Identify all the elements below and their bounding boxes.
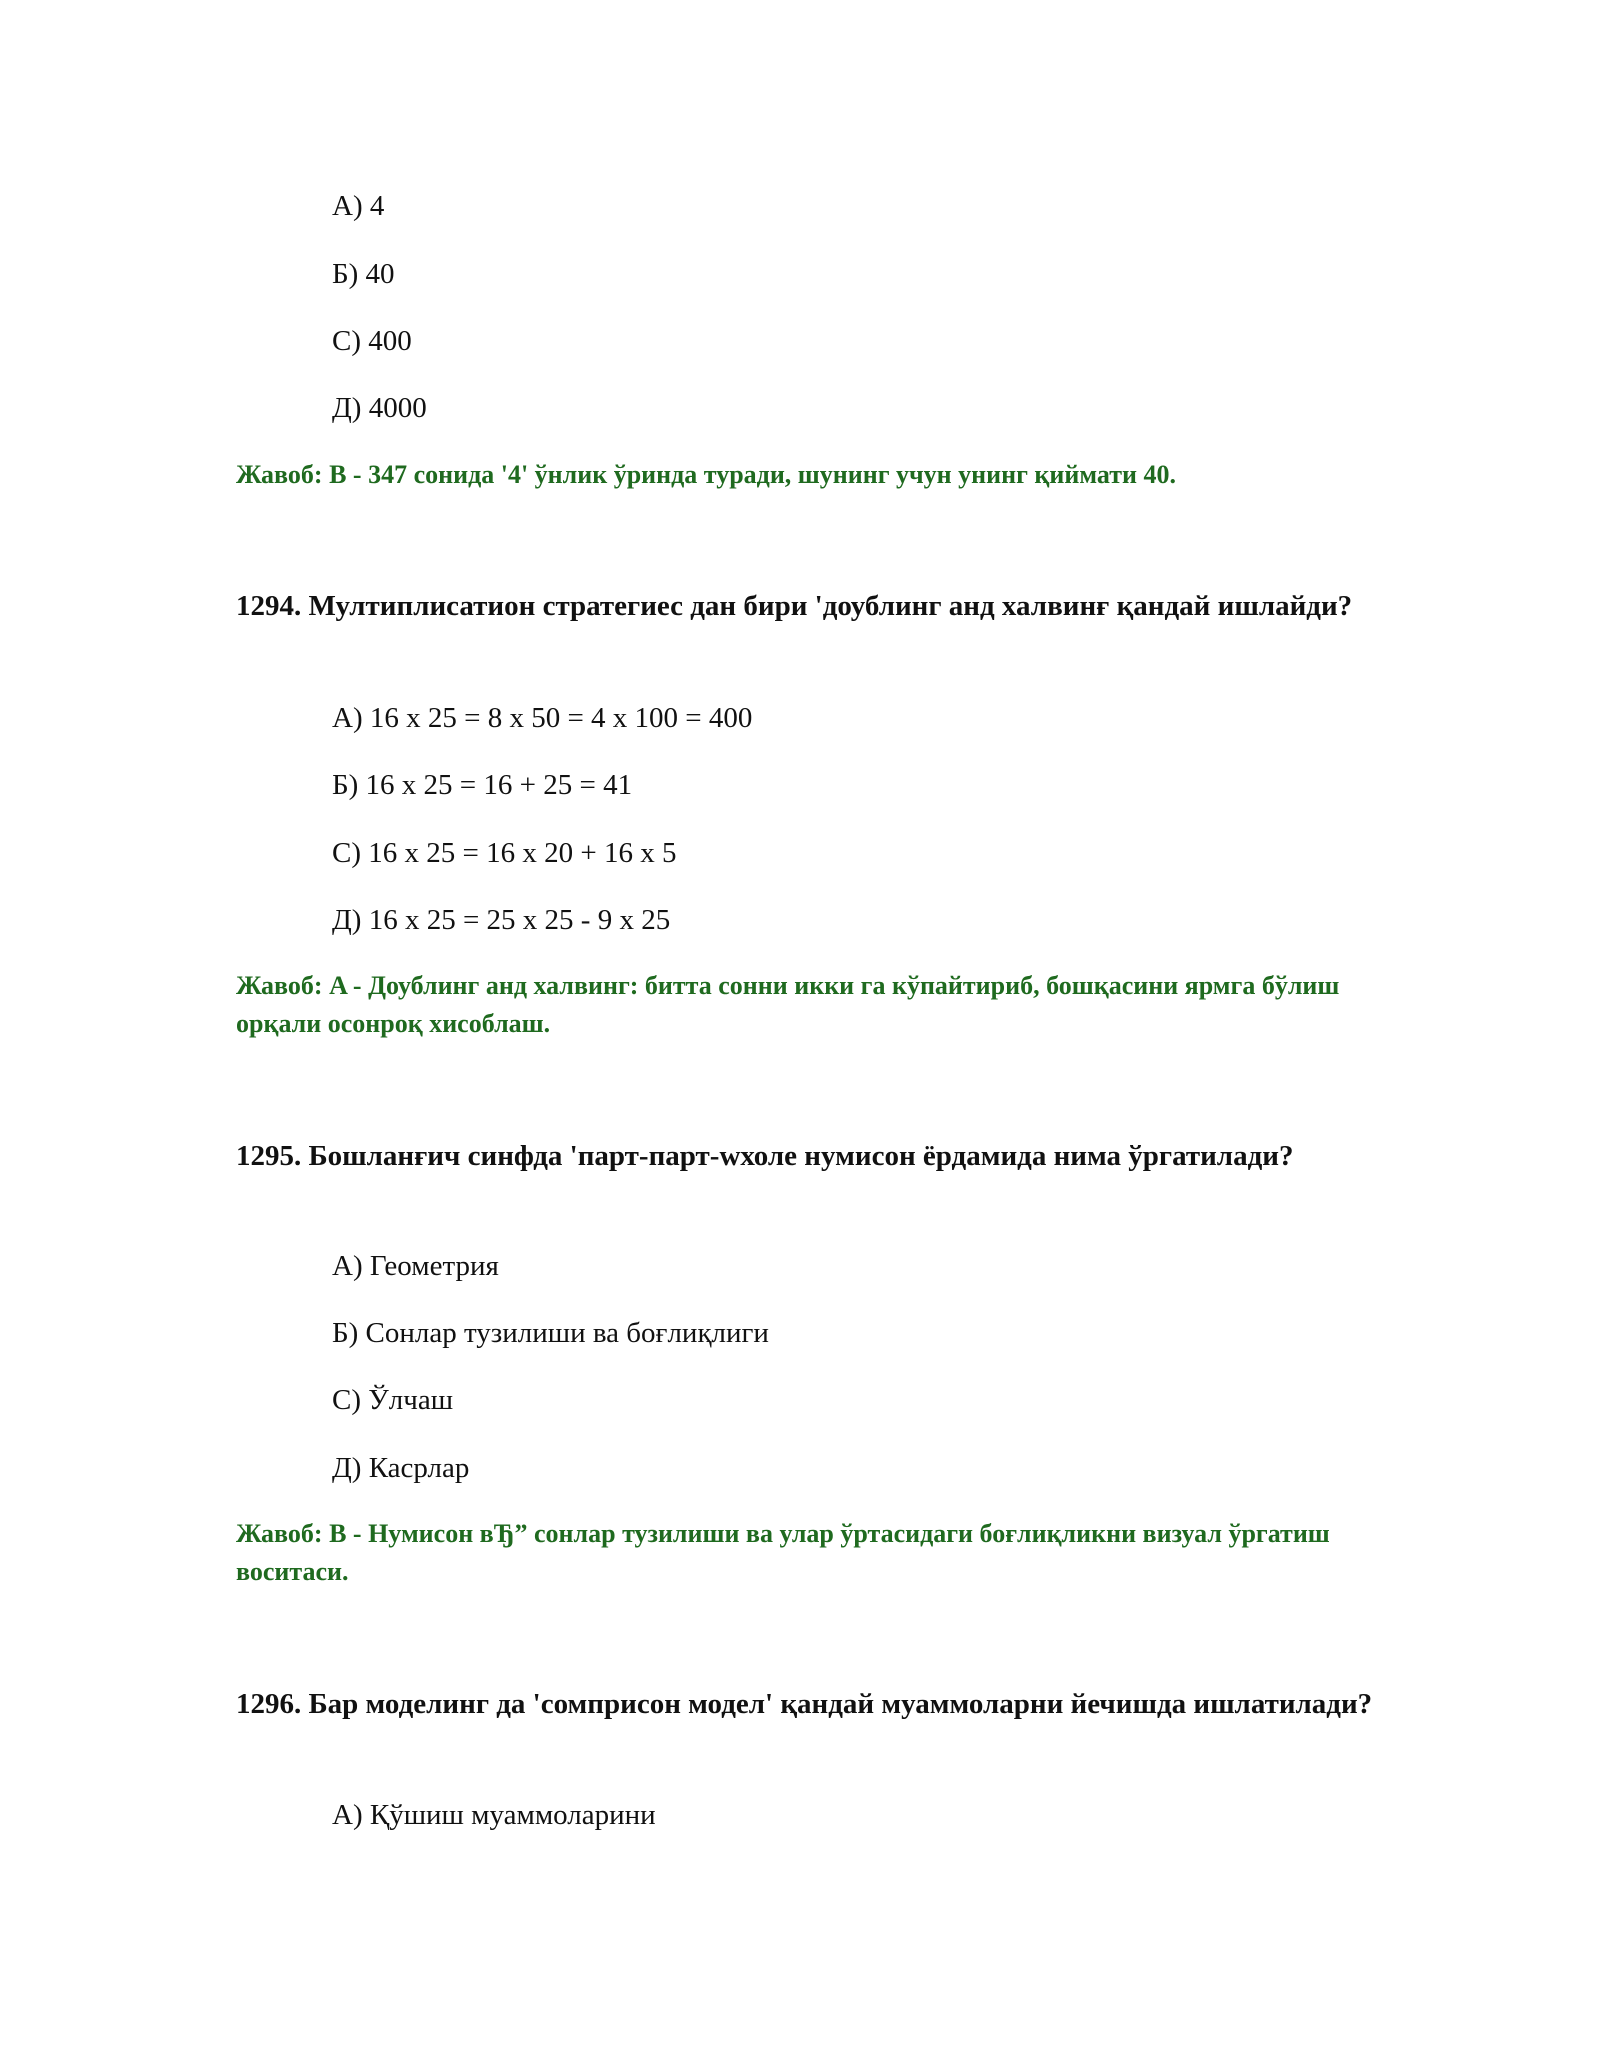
option-a: А) Геометрия bbox=[332, 1250, 499, 1282]
question-1295: 1295. Бошланғич синфда 'парт-парт-wхоле нумисон ёрдамида нима ўргатилади? bbox=[236, 1140, 1294, 1172]
option-c: С) 400 bbox=[332, 325, 412, 357]
option-b: Б) 16 x 25 = 16 + 25 = 41 bbox=[332, 769, 633, 801]
option-d: Д) 16 x 25 = 25 x 25 - 9 x 25 bbox=[332, 904, 671, 936]
option-b: Б) 40 bbox=[332, 258, 395, 290]
answer-text: Жавоб: B - Нумисон вЂ” сонлар тузилиши ва улар ўртасидаги боғлиқликни визуал ўргатиш воситаси. bbox=[236, 1519, 1330, 1586]
answer-text: Жавоб: B - 347 сонида '4' ўнлик ўринда туради, шунинг учун унинг қиймати 40. bbox=[236, 460, 1176, 489]
option-a: А) Қўшиш муаммоларини bbox=[332, 1799, 656, 1831]
answer-text: Жавоб: A - Доублинг анд халвинг: битта сонни икки га кўпайтириб, бошқасини ярмга бўлиш орқали осонроқ хисоблаш. bbox=[236, 971, 1340, 1038]
option-c: С) Ўлчаш bbox=[332, 1384, 454, 1416]
question-1294: 1294. Мултиплисатион стратегиес дан бири 'доублинг анд халвинғ қандай ишлайди? bbox=[236, 590, 1353, 622]
question-1296: 1296. Бар моделинг да 'сомприсон модел' қандай муаммоларни йечишда ишлатилади? bbox=[236, 1688, 1373, 1720]
option-d: Д) 4000 bbox=[332, 392, 427, 424]
option-a: А) 16 x 25 = 8 x 50 = 4 x 100 = 400 bbox=[332, 702, 753, 734]
option-a: А) 4 bbox=[332, 190, 385, 222]
option-b: Б) Сонлар тузилиши ва боғлиқлиги bbox=[332, 1317, 769, 1349]
option-c: С) 16 x 25 = 16 x 20 + 16 x 5 bbox=[332, 837, 677, 869]
option-d: Д) Касрлар bbox=[332, 1452, 470, 1484]
